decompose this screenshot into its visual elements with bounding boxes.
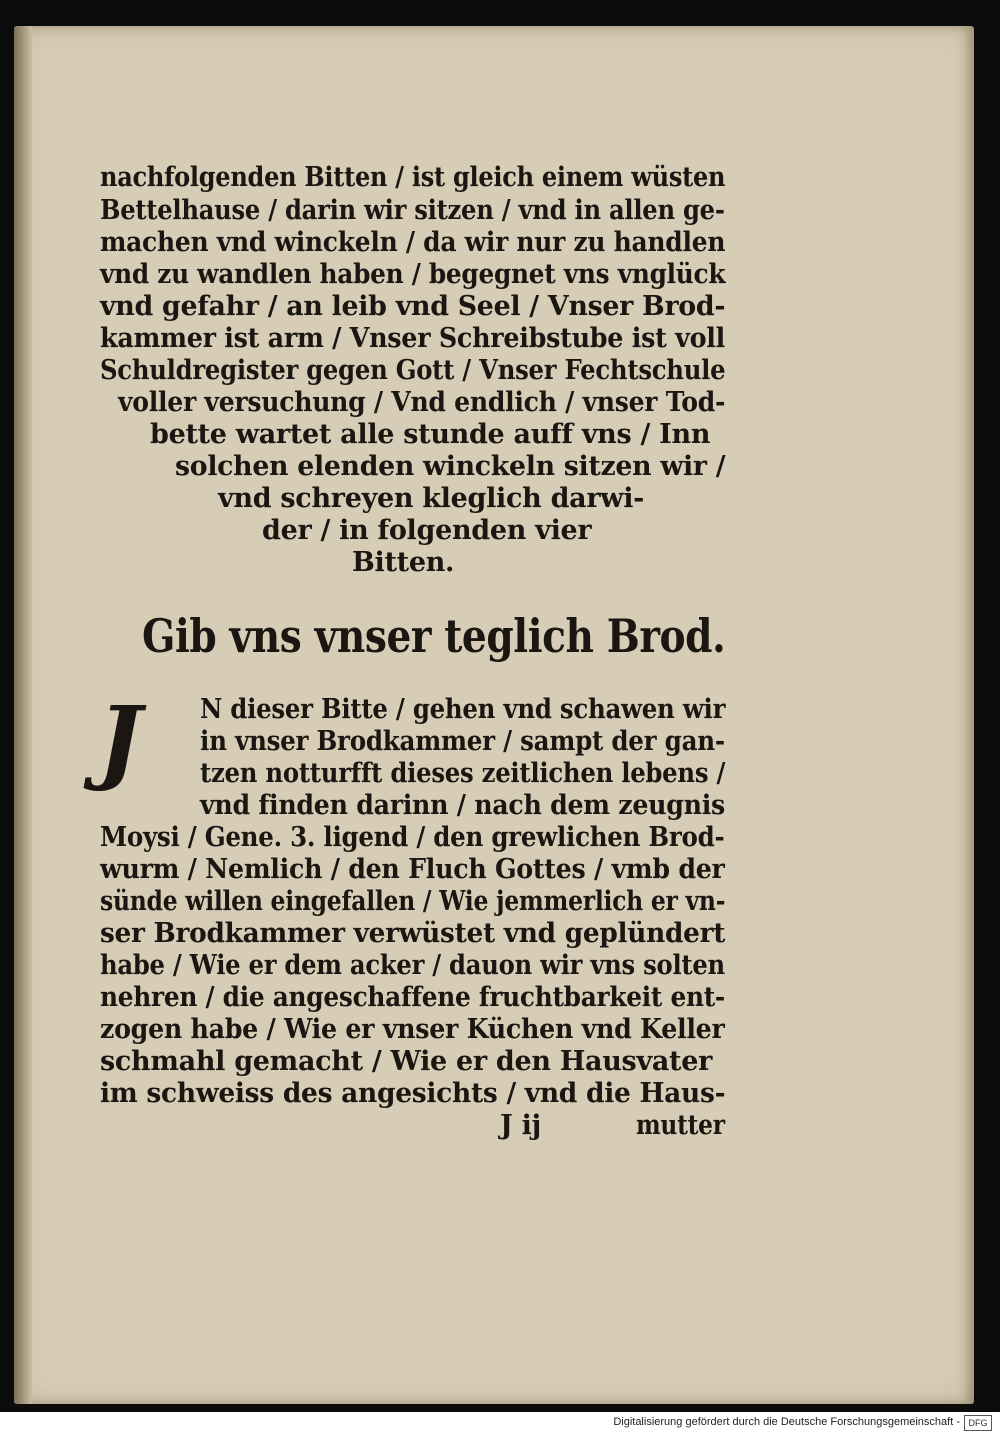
text-line: vnd zu wandlen haben / begegnet vns vnglück	[100, 259, 726, 290]
text-line: vnd finden darinn / nach dem zeugnis	[200, 790, 726, 821]
text-line: solchen elenden winckeln sitzen wir /	[175, 451, 726, 482]
footer-bar	[0, 1412, 1000, 1435]
text-line: voller versuchung / Vnd endlich / vnser Tod-	[118, 387, 726, 418]
text-line: im schweiss des angesichts / vnd die Haus-	[100, 1078, 726, 1109]
catchword: mutter	[636, 1110, 725, 1141]
text-line: tzen notturfft dieses zeitlichen lebens /	[200, 758, 726, 789]
text-line: nachfolgenden Bitten / ist gleich einem wüsten	[100, 162, 726, 193]
funding-credit: Digitalisierung gefördert durch die Deutsche Forschungsgemeinschaft -	[613, 1416, 960, 1428]
page-gutter	[14, 26, 32, 1404]
text-line: der / in folgenden vier	[262, 515, 592, 546]
drop-cap: J	[98, 686, 142, 794]
signature-mark: J ij	[500, 1110, 542, 1141]
text-line: kammer ist arm / Vnser Schreibstube ist voll	[100, 323, 726, 354]
text-line: Bettelhause / darin wir sitzen / vnd in allen ge-	[100, 195, 725, 226]
text-line: Bitten.	[352, 547, 455, 578]
text-line: habe / Wie er dem acker / dauon wir vns solten	[100, 950, 725, 981]
section-heading: Gib vns vnser teglich Brod.	[142, 609, 726, 663]
text-line: Schuldregister gegen Gott / Vnser Fechtschule	[100, 355, 726, 386]
text-line: machen vnd winckeln / da wir nur zu handlen	[100, 227, 726, 258]
text-line: vnd schreyen kleglich darwi-	[218, 483, 645, 514]
text-line: schmahl gemacht / Wie er den Hausvater	[100, 1046, 713, 1077]
text-line: bette wartet alle stunde auff vns / Inn	[150, 419, 711, 450]
text-line: vnd gefahr / an leib vnd Seel / Vnser Brod-	[100, 291, 726, 322]
text-line: in vnser Brodkammer / sampt der gan-	[200, 726, 725, 757]
text-line: wurm / Nemlich / den Fluch Gottes / vmb der	[100, 854, 725, 885]
text-line: sünde willen eingefallen / Wie jemmerlich er vn-	[100, 886, 726, 917]
dfg-logo-icon: DFG	[964, 1415, 992, 1431]
text-line: Moysi / Gene. 3. ligend / den grewlichen Brod-	[100, 822, 725, 853]
text-line: nehren / die angeschaffene fruchtbarkeit ent-	[100, 982, 725, 1013]
text-line: N dieser Bitte / gehen vnd schawen wir	[200, 694, 726, 725]
text-line: ser Brodkammer verwüstet vnd geplündert	[100, 918, 726, 949]
text-line: zogen habe / Wie er vnser Küchen vnd Keller	[100, 1014, 725, 1045]
